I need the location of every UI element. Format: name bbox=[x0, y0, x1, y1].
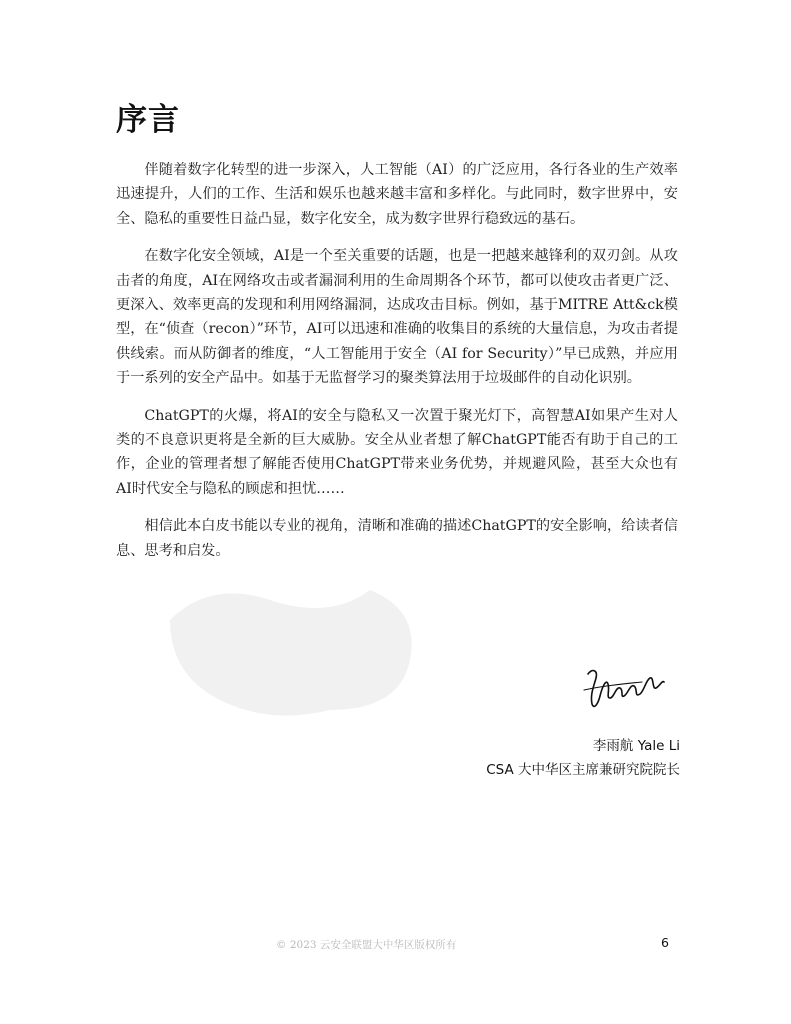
preface-body bbox=[116, 158, 678, 576]
paragraph: 相信此本白皮书能以专业的视角，清晰和准确的描述ChatGPT的安全影响，给读者信息、思考和启发。 bbox=[116, 518, 678, 559]
author-block bbox=[486, 734, 680, 782]
watermark-map bbox=[150, 560, 450, 730]
author-title: CSA 大中华区主席兼研究院院长 bbox=[486, 762, 680, 778]
paragraph: 在数字化安全领域，AI是一个至关重要的话题，也是一把越来越锋利的双刃剑。从攻击者的角度，AI在网络攻击或者漏洞利用的生命周期各个环节，都可以使攻击者更广泛、更深入、效率更高的发现和利用网络漏洞，达成攻击目标。例如，基于MITRE Att&ck模型，在“侦查（recon）”环节，AI可以迅速和准确的收集目的系统的大量信息，为攻击者提供线索。而从防御者的维度，“人工智能用于安全（AI for Security）”早已成熟，并应用于一系列的安全产品中。如基于无监督学习的聚类算法用于垃圾邮件的自动化识别。 bbox=[116, 248, 678, 387]
footer-copyright: © 2023 云安全联盟大中华区版权所有 bbox=[276, 939, 457, 951]
paragraph: ChatGPT的火爆，将AI的安全与隐私又一次置于聚光灯下，高智慧AI如果产生对人类的不良意识更将是全新的巨大威胁。安全从业者想了解ChatGPT能否有助于自己的工作，企业的管理者想了解能否使用ChatGPT带来业务优势，并规避风险，甚至大众也有AI时代安全与隐私的顾虑和担忧…… bbox=[116, 407, 678, 497]
handwritten-signature bbox=[582, 664, 668, 714]
page-title: 序言 bbox=[116, 102, 180, 138]
author-name: 李雨航 Yale Li bbox=[592, 738, 680, 754]
paragraph: 伴随着数字化转型的进一步深入，人工智能（AI）的广泛应用，各行各业的生产效率迅速提升，人们的工作、生活和娱乐也越来越丰富和多样化。与此同时，数字世界中，安全、隐私的重要性日益凸显，数字化安全，成为数字世界行稳致远的基石。 bbox=[116, 162, 678, 227]
page-number: 6 bbox=[661, 935, 669, 950]
